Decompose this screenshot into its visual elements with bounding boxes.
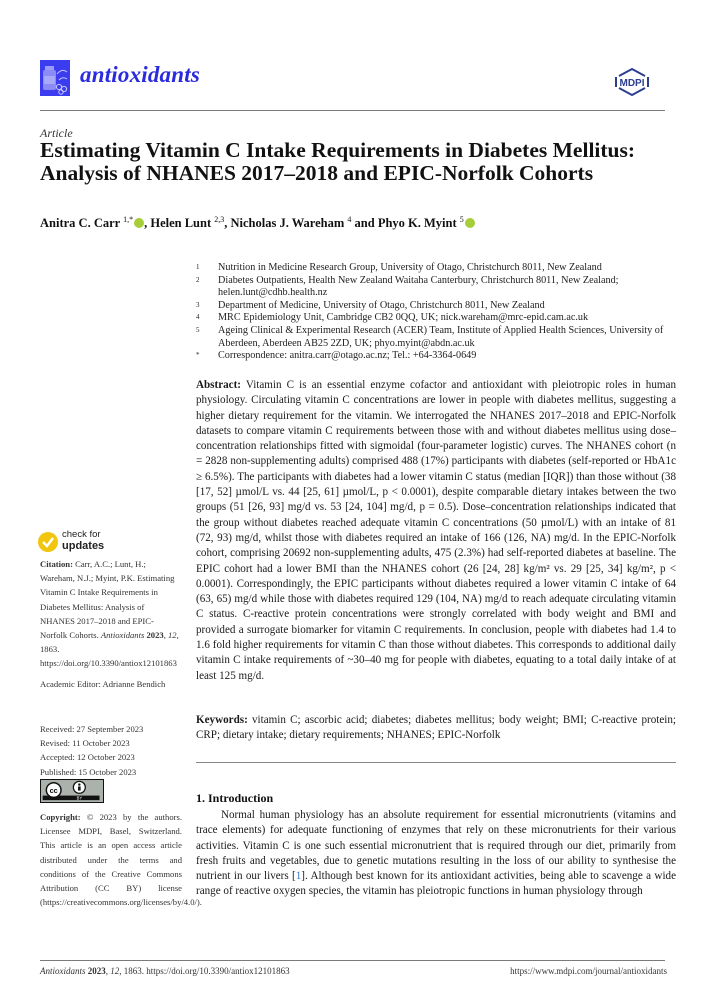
- citation-doi[interactable]: , 1863. https://doi.org/10.3390/antiox12101863: [40, 630, 179, 669]
- section-heading-introduction: 1. Introduction: [196, 791, 274, 805]
- orcid-icon[interactable]: [465, 218, 475, 228]
- article-title: Estimating Vitamin C Intake Requirements in Diabetes Mellitus: Analysis of NHANES 2017–2018 and EPIC-Norfolk Cohorts: [40, 138, 636, 185]
- affiliation-item: [196, 300, 676, 313]
- academic-editor-label: Academic Editor:: [40, 679, 101, 689]
- date-label: Received:: [40, 724, 75, 734]
- date-received: [40, 722, 180, 736]
- footer-journal-url[interactable]: https://www.mdpi.com/journal/antioxidants: [510, 966, 667, 976]
- affiliation-text: Ageing Clinical & Experimental Research (ACER) Team, Institute of Applied Health Sciences, University of Aberdeen, Aberdeen AB25 2ZD, UK; phyo.myint@abdn.ac.uk: [218, 324, 664, 349]
- author-name[interactable]: Anitra C. Carr: [40, 216, 120, 230]
- academic-editor-name: Adrianne Bendich: [102, 679, 166, 689]
- check-updates-line2: updates: [62, 539, 105, 552]
- author-affil-ref[interactable]: 4: [347, 215, 352, 224]
- mdpi-logo-text: MDPI: [619, 78, 645, 89]
- affiliation-number: 4: [196, 313, 200, 322]
- date-value: 27 September 2023: [76, 724, 144, 734]
- bottle-and-berries-icon: [40, 60, 70, 96]
- footer-citation: Antioxidants 2023, 12, 1863. https://doi.org/10.3390/antiox12101863: [40, 966, 290, 976]
- intro-text: ]. Although best known for its antioxidant activities, being able to scavenge a wide range of reactive oxygen species, the vitamin has pleiotropic functions in human physiology through: [196, 870, 676, 898]
- keywords-text: vitamin C; ascorbic acid; diabetes; diabetes mellitus; body weight; BMI; C-reactive protein; CRP; dietary intake; dietary requirements; NHANES; EPIC-Norfolk: [196, 714, 676, 742]
- keywords-divider: [196, 762, 676, 763]
- affiliations: [196, 262, 676, 363]
- citation-link[interactable]: 1: [295, 870, 302, 883]
- author-list: [40, 215, 475, 231]
- affiliation-number: 2: [196, 275, 200, 284]
- affiliation-number: 1: [196, 263, 200, 271]
- author-separator: ,: [224, 216, 231, 230]
- affiliation-item: [196, 325, 676, 350]
- author-name[interactable]: Helen Lunt: [150, 216, 212, 230]
- copyright-notice: [40, 810, 202, 909]
- date-accepted: [40, 750, 180, 764]
- footer-volume: 12: [110, 966, 120, 976]
- abstract: [196, 378, 676, 684]
- citation-label: Citation:: [40, 559, 73, 569]
- abstract-label: Abstract:: [196, 379, 241, 391]
- affiliation-text: Nutrition in Medicine Research Group, University of Otago, Christchurch 8011, New Zealand: [218, 262, 602, 273]
- citation-year: 2023: [146, 630, 164, 641]
- author-affil-ref[interactable]: 1,*: [123, 215, 134, 224]
- date-value: 15 October 2023: [78, 766, 137, 777]
- author-affil-ref[interactable]: 5: [459, 215, 464, 224]
- journal-logo[interactable]: [40, 60, 70, 96]
- citation-volume: 12: [167, 630, 177, 641]
- correspondence-text[interactable]: Correspondence: anitra.carr@otago.ac.nz; Tel.: +64-3364-0649: [218, 350, 477, 362]
- date-revised: [40, 736, 180, 750]
- author-separator: and: [351, 216, 378, 230]
- cc-icon-text: cc: [49, 785, 58, 795]
- date-published: [40, 765, 180, 779]
- mdpi-logo[interactable]: [613, 68, 651, 96]
- mdpi-hexagon-icon: [613, 68, 651, 96]
- affiliation-item: [196, 275, 676, 300]
- affiliation-item: [196, 312, 676, 325]
- author-separator: ,: [144, 216, 151, 230]
- footer-doi[interactable]: , 1863. https://doi.org/10.3390/antiox12101863: [119, 966, 290, 976]
- keywords: [196, 713, 676, 744]
- academic-editor: [40, 677, 180, 691]
- affiliation-number: 5: [196, 325, 200, 334]
- author-name[interactable]: Nicholas J. Wareham: [230, 216, 345, 230]
- date-value: 12 October 2023: [77, 752, 135, 763]
- copyright-text: © 2023 by the authors. Licensee MDPI, Basel, Switzerland. This article is an open access article distributed under the terms and conditions of the Creative Commons Attribution (CC BY) license (https://creativecommons.org/licenses/by/4.0/).: [40, 812, 202, 908]
- abstract-text: Vitamin C is an essential enzyme cofactor and antioxidant with pleiotropic roles in human physiology. Circulating vitamin C concentrations are lower in people with diabetes mellitus, suggesting a higher dietary requirement for the vitamin. We interrogated the NHANES 2017–2018 and EPIC-Norfolk datasets to compare vitamin C requirements between those with and without diabetes mellitus using dose–concentration relationships fitted with sigmoidal (four-parameter logistic) curves. The NHANES cohort (n = 2828 non-supplementing adults) comprised 488 (17%) participants with diabetes (self-reported or HbA1c ≥ 6.5%). The participants with diabetes had a lower vitamin C status (median [IQR]) than those without (38 [17, 52] µmol/L vs. 44 [25, 61] µmol/L, p < 0.0001), despite comparable dietary intakes between the two groups (51 [26, 93] mg/d vs. 53 [24, 104] mg/d, p = 0.5). Dose–concentration relationships indicated that the group without diabetes reached adequate vitamin C concentrations (50 µmol/L) with an intake of 81 (72, 93) mg/d, whilst those with diabetes required an intake of 166 (126, NA) mg/d. In the EPIC-Norfolk cohort, comprising 20692 non-supplementing adults, 475 (2.3%) had self-reported diabetes at baseline. The EPIC cohort had a lower BMI than the NHANES cohort (26 [24, 28] kg/m² vs. 29 [25, 34] kg/m², p < 0.0001). Correspondingly, the EPIC participants without diabetes required a lower vitamin C intake of 64 (63, 65) mg/d while those with diabetes required 129 (104, NA) mg/d to reach adequate circulating vitamin C status. C-reactive protein concentrations were strongly correlated with body weight and BMI and provided a surrogate biomarker for vitamin C requirements. In conclusion, people with diabetes had 1.4 to 1.6 fold higher requirements for vitamin C than those without diabetes. This corresponds to additional daily vitamin C intake requirements of ~30–40 mg for people with diabetes, equating to a total daily intake of at least 125 mg/d.: [196, 379, 676, 682]
- by-label: BY: [76, 795, 83, 801]
- date-value: 11 October 2023: [72, 738, 130, 749]
- affiliation-text: Department of Medicine, University of Otago, Christchurch 8011, New Zealand: [218, 299, 545, 311]
- affiliation-item: [196, 262, 676, 275]
- footer-year: 2023: [87, 966, 106, 976]
- citation: Citation: Carr, A.C.; Lunt, H.; Wareham, N.J.; Myint, P.K. Estimating Vitamin C Intake Requirements in Diabetes Mellitus: Analysis of NHANES 2017–2018 and EPIC-Norfolk Cohorts. Antioxidants 2023, 12, 1863. https://doi.org/10.3390/antiox12101863: [40, 559, 179, 669]
- affiliation-text: MRC Epidemiology Unit, Cambridge CB2 0QQ, UK; nick.wareham@mrc-epid.cam.ac.uk: [218, 312, 589, 324]
- author-name[interactable]: Phyo K. Myint: [377, 216, 457, 230]
- introduction-paragraph: [196, 808, 676, 900]
- check-updates-label: [62, 530, 104, 552]
- journal-name[interactable]: antioxidants: [80, 62, 200, 87]
- cc-by-license-badge[interactable]: [40, 779, 104, 803]
- check-updates-line1: check for: [62, 529, 101, 540]
- footer-journal: Antioxidants: [40, 966, 86, 976]
- affiliation-text: Diabetes Outpatients, Health New Zealand Waitaha Canterbury, Christchurch 8011, New Zealand; helen.lunt@cdhb.health.nz: [218, 274, 619, 299]
- keywords-label: Keywords:: [196, 714, 248, 726]
- affiliation-number: 3: [196, 300, 200, 309]
- publication-dates: [40, 722, 180, 779]
- citation-journal: Antioxidants: [100, 630, 145, 641]
- orcid-icon[interactable]: [134, 218, 144, 228]
- check-updates-icon: [38, 532, 58, 552]
- date-label: Accepted:: [40, 752, 75, 763]
- correspondence-item: [196, 350, 676, 363]
- article-type: Article: [40, 126, 73, 140]
- copyright-label: Copyright:: [40, 812, 81, 822]
- header-divider: [40, 110, 665, 111]
- check-for-updates-button[interactable]: [38, 530, 108, 554]
- date-label: Revised:: [40, 738, 71, 749]
- intro-text: Normal human physiology has an absolute requirement for essential micronutrients (vitamins and trace elements) for adequate functioning of enzymes that rely on these micronutrients for their various activities. Vitamin C is one such essential micronutrient that is required through our diet, primarily from fresh fruits and vegetables, due to genetic mutations resulting in the loss of our ability to synthesise the nutrient in our livers [: [196, 809, 676, 883]
- footer-divider: [40, 960, 665, 961]
- citation-text: Carr, A.C.; Lunt, H.; Wareham, N.J.; Myint, P.K. Estimating Vitamin C Intake Requirements in Diabetes Mellitus: Analysis of NHANES 2017–2018 and EPIC-Norfolk Cohorts.: [40, 559, 175, 641]
- author-affil-ref[interactable]: 2,3: [214, 215, 225, 224]
- date-label: Published:: [40, 766, 77, 777]
- affiliation-number: *: [196, 351, 200, 360]
